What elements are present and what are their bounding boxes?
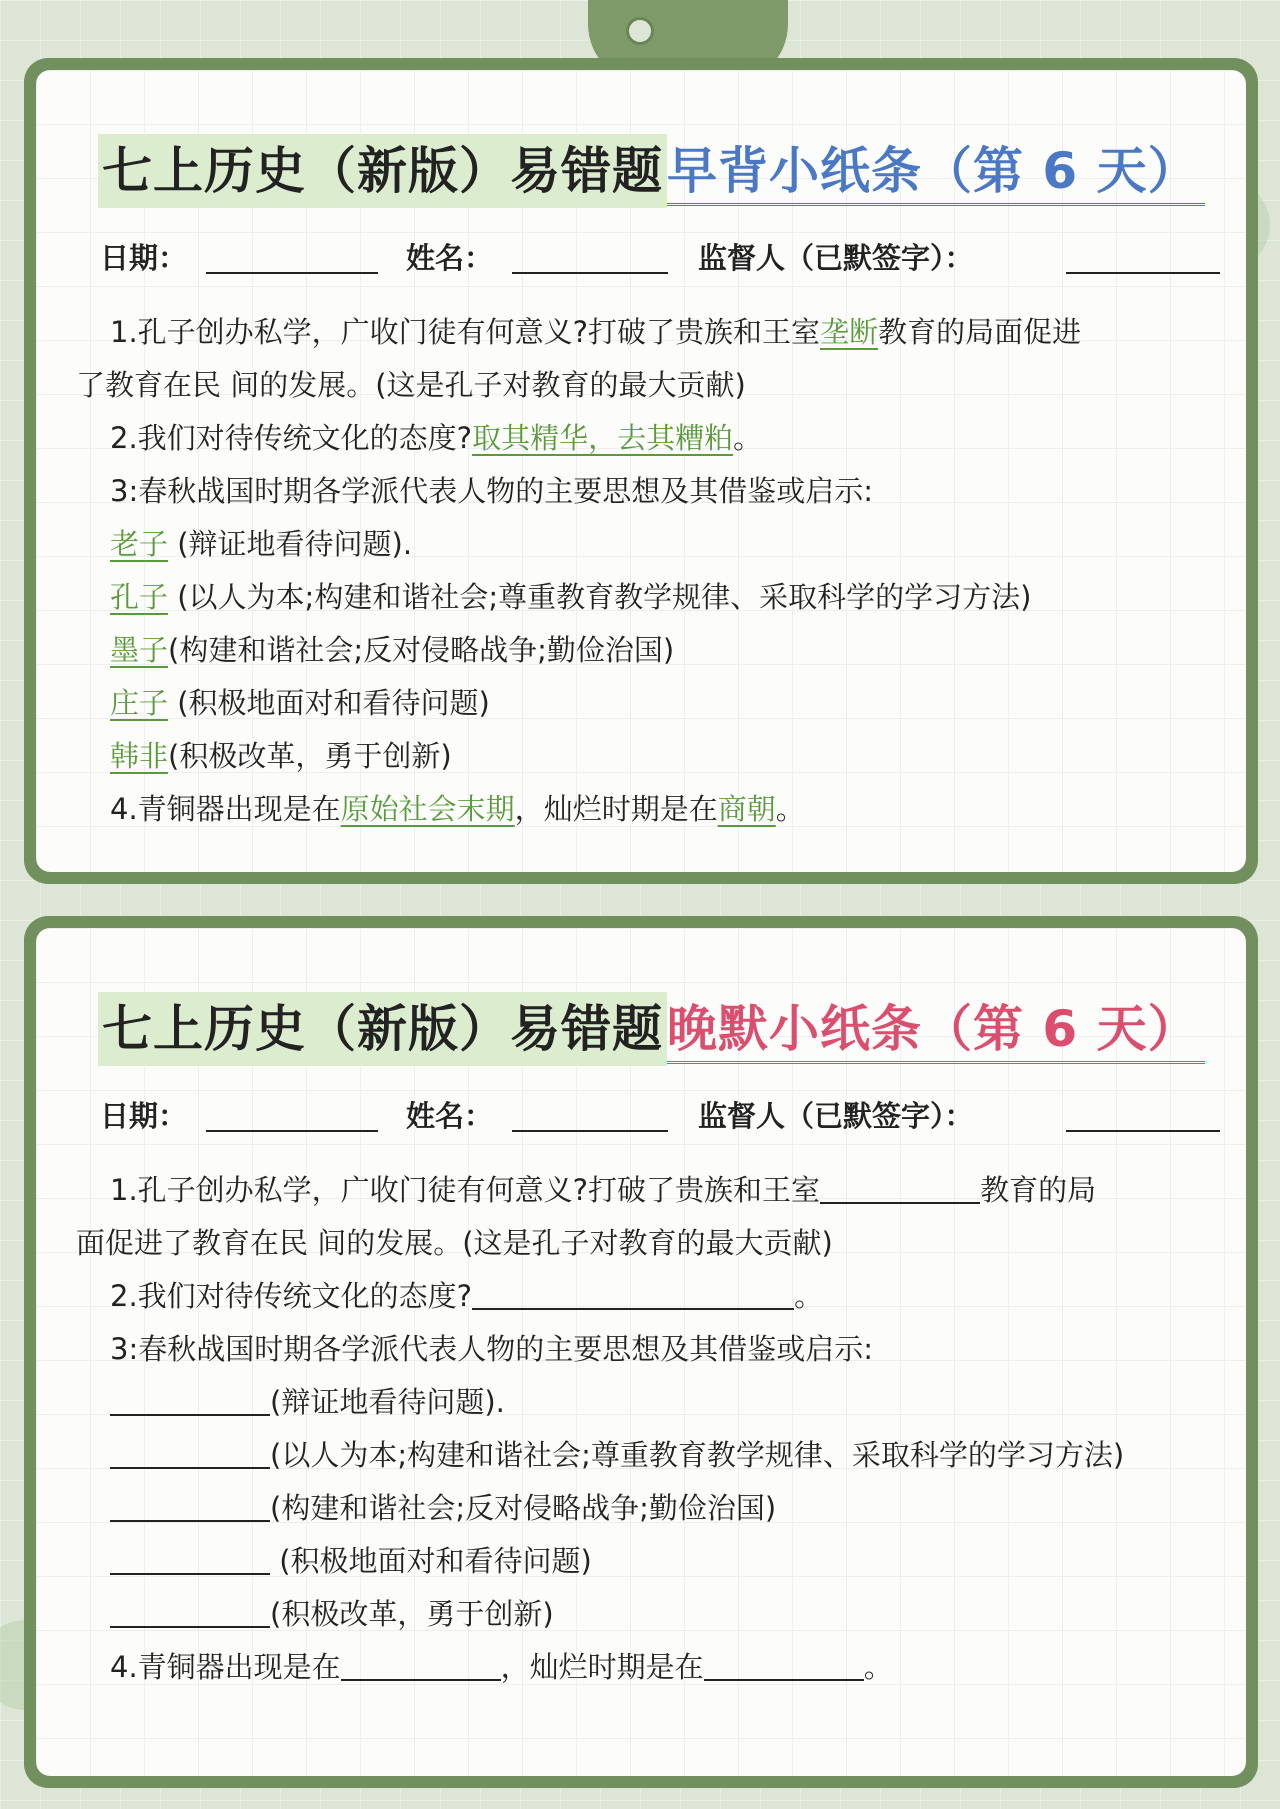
philosopher-name: 墨子 (110, 633, 169, 667)
evening-note-title (98, 992, 1205, 1066)
question-1-cont: 了教育在民 间的发展。(这是孔子对教育的最大贡献) (76, 368, 746, 402)
date-label: 日期： (100, 241, 188, 275)
answer-4b: 商朝 (717, 792, 776, 826)
date-label: 日期： (100, 1099, 188, 1133)
title-sub: 早背小纸条（第 6 天） (667, 139, 1205, 206)
list-item: 庄子 (积极地面对和看待问题) (110, 686, 490, 720)
fill-blank[interactable] (820, 1172, 980, 1204)
name-label: 姓名： (406, 241, 494, 275)
fill-blank[interactable] (110, 1437, 270, 1469)
question-1-cont: 面促进了教育在民 间的发展。(这是孔子对教育的最大贡献) (76, 1226, 833, 1260)
list-item: (以人为本;构建和谐社会;尊重教育教学规律、采取科学的学习方法) (76, 1429, 1246, 1482)
signature-row (100, 1086, 1220, 1138)
answer-1: 垄断 (820, 315, 879, 349)
fill-blank[interactable] (110, 1384, 270, 1416)
question-2: 2.我们对待传统文化的态度?取其精华，去其糟粕。 (110, 421, 763, 455)
philosopher-name: 韩非 (110, 739, 169, 773)
fill-blank[interactable] (110, 1490, 270, 1522)
fill-blank[interactable] (110, 1543, 270, 1575)
list-item: (积极地面对和看待问题) (76, 1535, 1246, 1588)
signature-row (100, 228, 1220, 280)
question-2: 2.我们对待传统文化的态度? 。 (110, 1279, 824, 1313)
fill-blank[interactable] (704, 1649, 864, 1681)
question-4: 4.青铜器出现是在原始社会末期，灿烂时期是在商朝。 (110, 792, 805, 826)
answer-2: 取其精华，去其糟粕 (472, 421, 734, 455)
name-blank[interactable] (512, 272, 668, 274)
list-item: 韩非(积极改革，勇于创新) (110, 739, 452, 773)
title-main: 七上历史（新版）易错题 (98, 134, 667, 208)
evening-note-paper (36, 928, 1246, 1776)
morning-note-paper (36, 70, 1246, 872)
philosopher-name: 老子 (110, 527, 169, 561)
philosopher-name: 庄子 (110, 686, 169, 720)
question-1: 1.孔子创办私学，广收门徒有何意义?打破了贵族和王室 教育的局 (110, 1173, 1097, 1207)
list-item: 孔子 (以人为本;构建和谐社会;尊重教育教学规律、采取科学的学习方法) (110, 580, 1032, 614)
question-4: 4.青铜器出现是在 ，灿烂时期是在 。 (110, 1650, 893, 1684)
morning-note-content (76, 306, 1246, 836)
list-item: (积极改革，勇于创新) (76, 1588, 1246, 1641)
supervisor-blank[interactable] (1066, 272, 1220, 274)
supervisor-blank[interactable] (1066, 1130, 1220, 1132)
list-item: (构建和谐社会;反对侵略战争;勤俭治国) (76, 1482, 1246, 1535)
fill-blank[interactable] (341, 1649, 501, 1681)
answer-4a: 原始社会末期 (340, 792, 515, 826)
fill-blank[interactable] (110, 1596, 270, 1628)
evening-note-card (24, 916, 1258, 1788)
name-label: 姓名： (406, 1099, 494, 1133)
list-item: (辩证地看待问题). (76, 1376, 1246, 1429)
philosopher-name: 孔子 (110, 580, 169, 614)
morning-note-title (98, 134, 1205, 208)
title-main: 七上历史（新版）易错题 (98, 992, 667, 1066)
supervisor-label: 监督人（已默签字）： (698, 1099, 974, 1133)
date-blank[interactable] (206, 1130, 378, 1132)
morning-note-card (24, 58, 1258, 884)
evening-note-content (76, 1164, 1246, 1694)
question-1: 1.孔子创办私学，广收门徒有何意义?打破了贵族和王室垄断教育的局面促进 (110, 315, 1082, 349)
title-sub: 晚默小纸条（第 6 天） (667, 997, 1205, 1064)
fill-blank[interactable] (472, 1278, 794, 1310)
list-item: 墨子(构建和谐社会;反对侵略战争;勤俭治国) (110, 633, 675, 667)
supervisor-label: 监督人（已默签字）： (698, 241, 974, 275)
clipboard-clip-hole (626, 17, 654, 45)
list-item: 老子 (辩证地看待问题). (110, 527, 413, 561)
date-blank[interactable] (206, 272, 378, 274)
question-3: 3:春秋战国时期各学派代表人物的主要思想及其借鉴或启示: (110, 474, 873, 508)
name-blank[interactable] (512, 1130, 668, 1132)
question-3: 3:春秋战国时期各学派代表人物的主要思想及其借鉴或启示: (110, 1332, 873, 1366)
